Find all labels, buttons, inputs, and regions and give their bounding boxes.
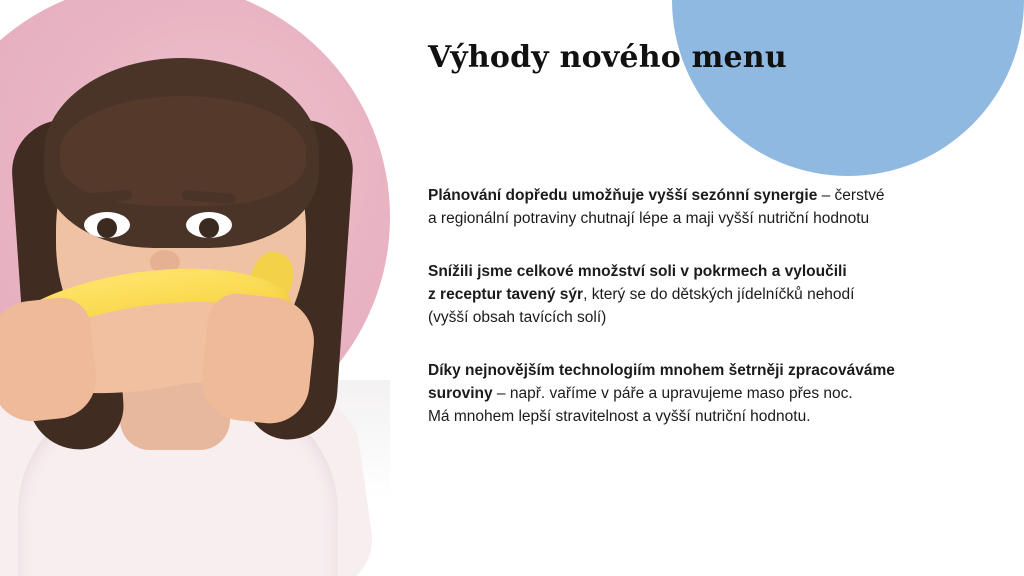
bullet-3-bold-2: suroviny: [428, 384, 493, 402]
girl-holding-banana-photo: [0, 0, 392, 576]
bullet-3-line-3: Má mnohem lepší stravitelnost a vyšší nutriční hodnotu.: [428, 407, 811, 425]
bullet-2-rest: , který se do dětských jídelníčků nehodí: [583, 285, 855, 303]
list-item: [428, 185, 1003, 231]
slide-content: [428, 0, 1008, 576]
bullet-3-bold-1: Díky nejnovějším technologiím mnohem šetrněji zpracováváme: [428, 361, 895, 379]
hand-right-shape: [198, 291, 319, 428]
bullet-2-bold-1: Snížili jsme celkové množství soli v pokrmech a vyloučili: [428, 262, 847, 280]
page-title: Výhody nového menu: [428, 40, 787, 75]
eye-right-shape: [186, 212, 232, 238]
bullet-3-line-2: [428, 383, 1003, 406]
bullet-2-line-1: [428, 261, 1003, 284]
bullet-1-line-2: a regionální potraviny chutnají lépe a maji vyšší nutriční hodnotu: [428, 209, 870, 227]
pupil-left-shape: [97, 218, 117, 238]
hand-left-shape: [0, 295, 100, 425]
list-item: [428, 261, 1003, 330]
bullet-3-line-1: [428, 360, 1003, 383]
list-item: [428, 360, 1003, 429]
bullet-2-line-2: [428, 284, 1003, 307]
bullet-2-line-3: (vyšší obsah tavících solí): [428, 308, 607, 326]
pupil-right-shape: [199, 218, 219, 238]
bullet-1-bold: Plánování dopředu umožňuje vyšší sezónní synergie: [428, 187, 818, 204]
bullet-2-bold-2: z receptur tavený sýr: [428, 285, 584, 303]
bullet-3-rest: – např. vaříme v páře a upravujeme maso přes noc.: [492, 384, 853, 402]
fringe-shape: [60, 96, 306, 206]
bullet-list: [428, 185, 1003, 459]
eye-left-shape: [84, 212, 130, 238]
bullet-1-rest: – čerstvé: [817, 187, 885, 204]
bullet-1-line-1: [428, 185, 1003, 208]
